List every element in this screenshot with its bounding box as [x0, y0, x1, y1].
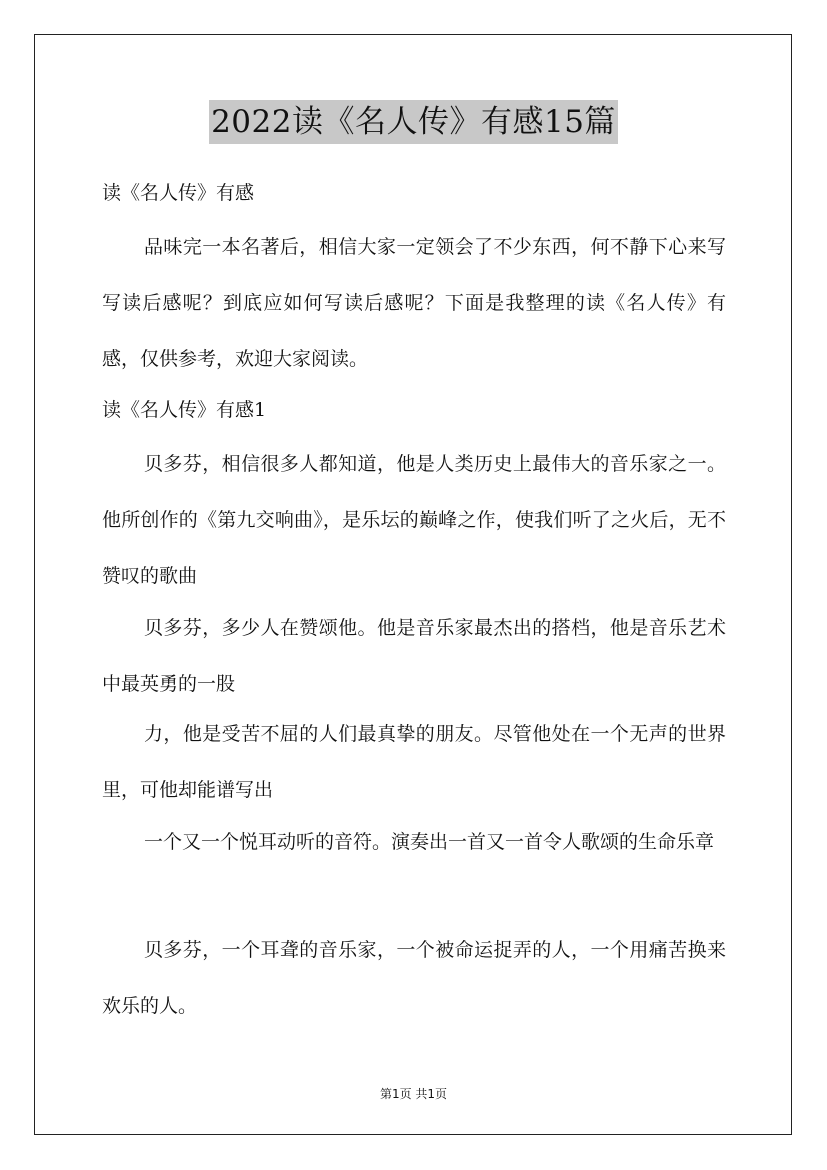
document-title: 2022读《名人传》有感15篇	[209, 100, 618, 144]
paragraph-1: 贝多芬，相信很多人都知道，他是人类历史上最伟大的音乐家之一。他所创作的《第九交响曲》，是乐坛的巅峰之作，使我们听了之火后，无不赞叹的歌曲	[102, 453, 726, 587]
intro-paragraph: 品味完一本名著后，相信大家一定领会了不少东西，何不静下心来写写读后感呢？到底应如何写读后感呢？下面是我整理的读《名人传》有感，仅供参考，欢迎大家阅读。	[102, 236, 726, 370]
paragraph-3: 力，他是受苦不屈的人们最真挚的朋友。尽管他处在一个无声的世界里，可他却能谱写出	[102, 723, 726, 801]
title-container	[0, 100, 827, 144]
paragraph-2: 贝多芬，多少人在赞颂他。他是音乐家最杰出的搭档，他是音乐艺术中最英勇的一股	[102, 617, 726, 695]
section-heading: 读《名人传》有感1	[102, 399, 267, 421]
page-footer: 第1页 共1页	[379, 1087, 448, 1101]
intro-heading: 读《名人传》有感	[102, 182, 255, 204]
paragraph-4: 一个又一个悦耳动听的音符。演奏出一首又一首令人歌颂的生命乐章	[144, 831, 715, 853]
paragraph-5: 贝多芬，一个耳聋的音乐家，一个被命运捉弄的人，一个用痛苦换来欢乐的人。	[102, 939, 726, 1017]
